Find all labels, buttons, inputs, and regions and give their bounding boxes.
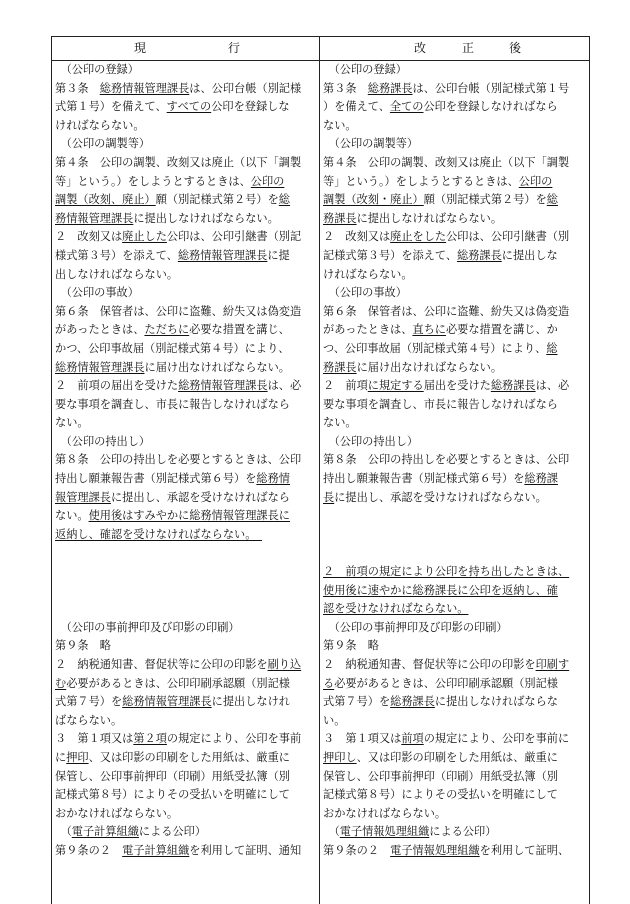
text-segment: の規定により、公印を事前 — [166, 732, 302, 746]
text-segment: ）を備えて、 — [323, 100, 390, 114]
underlined-text: 電子計算組織 — [71, 825, 139, 839]
text-segment: ければならない。 — [55, 118, 145, 132]
underlined-text: 総 — [278, 193, 290, 207]
revised-line — [323, 228, 585, 247]
text-segment: 届出を受けた — [423, 379, 491, 393]
current-line — [55, 80, 315, 99]
text-segment: に — [55, 750, 67, 764]
underlined-text: 認を受けなければならない。 — [323, 602, 469, 616]
text-segment: つ、公印事故届（別記様式第４号）により、 — [323, 341, 547, 355]
text-segment: に提出しな — [501, 248, 558, 262]
text-segment: に提出しなければならない。 — [133, 211, 279, 225]
current-line — [55, 98, 315, 117]
underlined-text: ただちに — [144, 323, 190, 337]
header-current-char-2: 行 — [228, 41, 241, 55]
current-line — [55, 266, 315, 285]
current-line — [55, 619, 315, 638]
text-segment: を利用して証明、通知 — [189, 843, 302, 857]
current-line — [55, 228, 315, 247]
underlined-text: 総 — [546, 341, 558, 355]
underlined-text: 刷り込 — [267, 658, 302, 671]
header-revised-char-2: 正 — [462, 41, 475, 55]
underlined-text: ２ 前項の規定により公印を持ち出したときは、 — [323, 565, 570, 579]
current-line — [55, 693, 315, 712]
text-segment: （公印の登録） — [55, 63, 139, 76]
table-header — [52, 37, 589, 61]
underlined-text: 廃止した — [122, 230, 167, 244]
underlined-text: 総務情報管理課長 — [177, 248, 268, 262]
revised-line — [323, 507, 585, 526]
text-segment: ２ 納税通知書、督促状等に公印の印影を — [55, 658, 268, 671]
column-divider — [319, 37, 320, 904]
underlined-text: 総務課長 — [457, 248, 502, 262]
current-line — [55, 637, 315, 656]
text-segment: 出しなければならない。 — [55, 267, 179, 281]
text-segment: 必要な措置を講じ、 — [189, 323, 290, 337]
text-segment: に届け出なければならない。 — [144, 360, 290, 374]
text-segment: 公印は、公印引継書（別 — [446, 230, 570, 244]
comparison-table — [51, 36, 590, 904]
text-segment: は、必 — [535, 379, 570, 393]
revised-line — [323, 135, 585, 154]
current-line — [55, 154, 315, 173]
text-segment: ばならない。 — [55, 713, 123, 727]
text-segment: ２ 改刻又は — [323, 230, 391, 244]
revised-line — [323, 414, 585, 433]
text-segment: 必要な措置を講じ、か — [445, 323, 558, 337]
current-line — [55, 786, 315, 805]
text-segment: （ — [55, 825, 72, 839]
text-segment: 願（別記様式第２号）を — [423, 193, 547, 207]
revised-line — [323, 266, 585, 285]
text-segment: （公印の登録） — [323, 63, 407, 76]
underlined-text: 調製（改刻、廃止） — [55, 193, 156, 207]
header-current-char-1: 現 — [134, 41, 147, 55]
current-line — [55, 730, 315, 749]
text-segment: を利用して証明、 — [479, 843, 570, 857]
text-segment: （公印の事故） — [55, 286, 139, 300]
revised-line — [323, 637, 585, 656]
revised-line — [323, 470, 585, 489]
text-segment: ない。 — [323, 416, 357, 430]
underlined-text: に規定する — [367, 379, 424, 393]
text-segment: ２ 納税通知書、督促状等に公印の印影を — [323, 658, 536, 671]
text-segment: おかなければならない。 — [323, 806, 447, 820]
text-segment: 公印は、公印引継書（別記 — [166, 230, 302, 244]
text-segment: 願（別記様式第２号）を — [155, 193, 279, 207]
underlined-text: 総務情報管理課長 — [99, 81, 190, 95]
revised-line — [323, 377, 585, 396]
text-segment: に提出しなければならな — [434, 695, 558, 709]
text-segment: 式第７号）を — [323, 695, 391, 709]
text-segment: による公印） — [429, 825, 497, 839]
text-segment: 持出し願兼報告書（別記様式第６号）を — [323, 472, 525, 486]
header-current — [52, 37, 319, 60]
revised-line — [323, 712, 585, 731]
text-segment: 第９条の２ — [55, 843, 123, 857]
revised-line — [323, 600, 585, 619]
current-line — [55, 247, 315, 266]
text-segment: 第６条 保管者は、公印に盗難、紛失又は偽変造 — [323, 304, 570, 318]
revised-line — [323, 117, 585, 136]
current-line — [55, 600, 315, 619]
text-segment: ない。 — [323, 118, 357, 132]
current-line — [55, 321, 315, 340]
current-line — [55, 526, 315, 545]
current-line — [55, 582, 315, 601]
revised-line — [323, 303, 585, 322]
underlined-text: 長 — [323, 490, 335, 504]
current-line — [55, 173, 315, 192]
underlined-text: 返納し、確認を受けなければならない。 — [55, 527, 262, 541]
current-line — [55, 135, 315, 154]
text-segment: 記様式第８号）によりその受払いを明確にして — [323, 788, 558, 802]
current-line — [55, 712, 315, 731]
text-segment: 第９条の２ — [323, 843, 391, 857]
text-segment: ２ 前項 — [323, 379, 368, 393]
underlined-text: る — [323, 676, 335, 690]
current-line — [55, 470, 315, 489]
text-segment: 等」という。）をしようとするときは、 — [55, 174, 251, 188]
underlined-text: 第２項 — [133, 732, 167, 746]
current-line — [55, 340, 315, 359]
text-segment: 要な事項を調査し、市長に報告しなければなら — [55, 397, 290, 411]
text-segment: があったときは、 — [323, 323, 413, 337]
revised-text-column — [323, 61, 585, 861]
underlined-text: 公印の — [250, 174, 285, 188]
underlined-text: 押印 — [66, 750, 89, 764]
current-line — [55, 768, 315, 787]
underlined-text: 総 — [546, 193, 558, 207]
underlined-text: 総務課 — [524, 472, 558, 486]
text-segment: ければならない。 — [323, 267, 413, 281]
current-line — [55, 284, 315, 303]
underlined-text: すべての — [166, 100, 212, 114]
text-segment: 持出し願兼報告書（別記様式第６号）を — [55, 472, 257, 486]
underlined-text: 務情報管理課長 — [55, 211, 134, 225]
revised-line — [323, 191, 585, 210]
underlined-text: 総務情報管理課長 — [178, 379, 268, 393]
current-line — [55, 377, 315, 396]
text-segment: 第４条 公印の調製、改刻又は廃止（以下「調製 — [55, 155, 302, 169]
revised-line — [323, 786, 585, 805]
text-segment: （公印の調製等） — [55, 137, 151, 151]
underlined-text: 報管理課長 — [55, 490, 111, 504]
revised-line — [323, 842, 585, 861]
text-segment: 第９条 略 — [323, 639, 379, 653]
text-segment: に提出しなければならない。 — [356, 211, 503, 225]
text-segment: ない。 — [55, 509, 89, 523]
revised-line — [323, 730, 585, 749]
revised-line — [323, 656, 585, 675]
text-segment: があったときは、 — [55, 323, 145, 337]
text-segment: ３ 第１項又は — [323, 732, 402, 746]
text-segment: による公印） — [138, 825, 207, 839]
revised-line — [323, 582, 585, 601]
current-line — [55, 210, 315, 229]
current-line — [55, 396, 315, 415]
revised-line — [323, 61, 585, 80]
header-revised-char-3: 後 — [509, 41, 522, 55]
underlined-text: 総務課長 — [490, 379, 536, 393]
revised-line — [323, 526, 585, 545]
text-segment: ３ 第１項又は — [55, 732, 134, 746]
text-segment: は、必 — [267, 379, 302, 393]
underlined-text: 電子計算組織 — [122, 843, 190, 857]
revised-line — [323, 98, 585, 117]
revised-line — [323, 823, 585, 842]
text-segment: （公印の事前押印及び印影の印刷） — [55, 620, 240, 634]
text-segment: 保管し、公印事前押印（印刷）用紙受払簿（別 — [323, 769, 558, 783]
revised-line — [323, 154, 585, 173]
underlined-text: 全ての — [389, 100, 424, 114]
current-line — [55, 749, 315, 768]
current-line — [55, 675, 315, 694]
text-segment: （公印の調製等） — [323, 137, 419, 151]
text-segment: 公印を登録しな — [211, 100, 290, 114]
text-segment: い。 — [323, 713, 346, 727]
text-segment: （公印の持出し） — [323, 434, 419, 448]
revised-line — [323, 80, 585, 99]
text-segment: ２ 改刻又は — [55, 230, 123, 244]
text-segment: かつ、公印事故届（別記様式第４号）により、 — [55, 341, 290, 355]
current-line — [55, 303, 315, 322]
underlined-text: 務課長 — [323, 211, 357, 225]
revised-line — [323, 563, 585, 582]
text-segment: に提出しなけれ — [211, 695, 290, 709]
revised-line — [323, 321, 585, 340]
text-segment: の規定により、公印を事前に — [423, 732, 570, 746]
revised-line — [323, 247, 585, 266]
text-segment: （公印の持出し） — [55, 434, 151, 448]
underlined-text: 電子情報処理組織 — [390, 843, 480, 857]
revised-line — [323, 173, 585, 192]
current-line — [55, 414, 315, 433]
text-segment: （公印の事前押印及び印影の印刷） — [323, 620, 508, 634]
revised-line — [323, 210, 585, 229]
text-segment: に届け出なければならない。 — [356, 360, 503, 374]
revised-line — [323, 489, 585, 508]
text-segment: 、又は印影の印刷をした用紙は、厳重に — [356, 750, 558, 764]
text-segment: に提 — [267, 248, 290, 262]
text-segment: 記様式第８号）によりその受払いを明確にして — [55, 788, 290, 802]
revised-line — [323, 768, 585, 787]
text-segment: 様式第３号）を添えて、 — [55, 248, 178, 262]
underlined-text: 総務情 — [256, 472, 290, 486]
text-segment: 第３条 — [55, 81, 100, 95]
revised-line — [323, 433, 585, 452]
underlined-text: 廃止をした — [390, 230, 447, 244]
text-segment: ２ 前項の届出を受けた — [55, 379, 179, 393]
text-segment: 必要があるときは、公印印刷承認願（別記様 — [66, 676, 290, 690]
text-segment: 必要があるときは、公印印刷承認願（別記様 — [334, 676, 558, 690]
text-segment: 等」という。）をしようとするときは、 — [323, 174, 519, 188]
current-line — [55, 563, 315, 582]
current-line — [55, 433, 315, 452]
underlined-text: 押印し — [323, 750, 357, 764]
underlined-text: 務課長 — [323, 360, 357, 374]
underlined-text: む — [55, 676, 67, 690]
current-line — [55, 544, 315, 563]
current-line — [55, 507, 315, 526]
revised-line — [323, 451, 585, 470]
revised-line — [323, 805, 585, 824]
text-segment: 記様式第３号）を添えて、 — [323, 248, 458, 262]
text-segment: 要な事項を調査し、市長に報告しなければなら — [323, 397, 558, 411]
header-revised — [320, 37, 589, 60]
revised-line — [323, 619, 585, 638]
current-line — [55, 451, 315, 470]
underlined-text: 使用後はすみやかに総務情報管理課長に — [88, 509, 290, 523]
text-segment: 式第１号）を備えて、 — [55, 100, 167, 114]
text-segment: 、又は印影の印刷をした用紙は、厳重に — [88, 750, 290, 764]
text-segment: は、公印台帳（別記様 — [189, 81, 302, 95]
revised-line — [323, 749, 585, 768]
revised-line — [323, 359, 585, 378]
underlined-text: 印刷す — [535, 658, 570, 671]
text-segment: 公印を登録しなければなら — [423, 100, 558, 114]
header-revised-char-1: 改 — [414, 41, 427, 55]
underlined-text: 総務課長 — [390, 695, 435, 709]
text-segment: 第８条 公印の持出しを必要とするときは、公印 — [55, 453, 302, 467]
underlined-text: 総務課長 — [367, 81, 413, 95]
current-line — [55, 842, 315, 861]
current-line — [55, 117, 315, 136]
text-segment: 第６条 保管者は、公印に盗難、紛失又は偽変造 — [55, 304, 302, 318]
current-line — [55, 805, 315, 824]
text-segment: おかなければならない。 — [55, 806, 179, 820]
underlined-text: 総務情報管理課長 — [122, 695, 212, 709]
underlined-text: 直ちに — [412, 323, 446, 337]
current-line — [55, 823, 315, 842]
text-segment: 第３条 — [323, 81, 368, 95]
text-segment: 第４条 公印の調製、改刻又は廃止（以下「調製 — [323, 155, 570, 169]
text-segment: 保管し、公印事前押印（印刷）用紙受払簿（別 — [55, 769, 290, 783]
current-line — [55, 489, 315, 508]
underlined-text: 調製（改刻・廃止） — [323, 193, 424, 207]
revised-line — [323, 340, 585, 359]
revised-line — [323, 284, 585, 303]
current-line — [55, 359, 315, 378]
text-segment: （ — [323, 825, 340, 839]
current-line — [55, 656, 315, 675]
text-segment: は、公印台帳（別記様式第１号 — [412, 81, 570, 95]
underlined-text: 前項 — [401, 732, 424, 746]
text-segment: 第８条 公印の持出しを必要とするときは、公印 — [323, 453, 570, 467]
text-segment: （公印の事故） — [323, 286, 407, 300]
text-segment: ない。 — [55, 416, 89, 430]
underlined-text: 総務情報管理課長 — [55, 360, 145, 374]
text-segment: に提出し、承認を受けなければなら — [110, 490, 290, 504]
text-segment: 式第７号）を — [55, 695, 123, 709]
current-line — [55, 191, 315, 210]
underlined-text: 電子情報処理組織 — [339, 825, 430, 839]
text-segment: 第９条 略 — [55, 639, 111, 653]
revised-line — [323, 693, 585, 712]
underlined-text: 使用後に速やかに総務課長に公印を返納し、確 — [323, 583, 558, 597]
current-text-column — [55, 61, 315, 861]
revised-line — [323, 675, 585, 694]
text-segment: に提出し、承認を受けなければならない。 — [334, 490, 547, 504]
revised-line — [323, 544, 585, 563]
underlined-text: 公印の — [518, 174, 553, 188]
current-line — [55, 61, 315, 80]
revised-line — [323, 396, 585, 415]
